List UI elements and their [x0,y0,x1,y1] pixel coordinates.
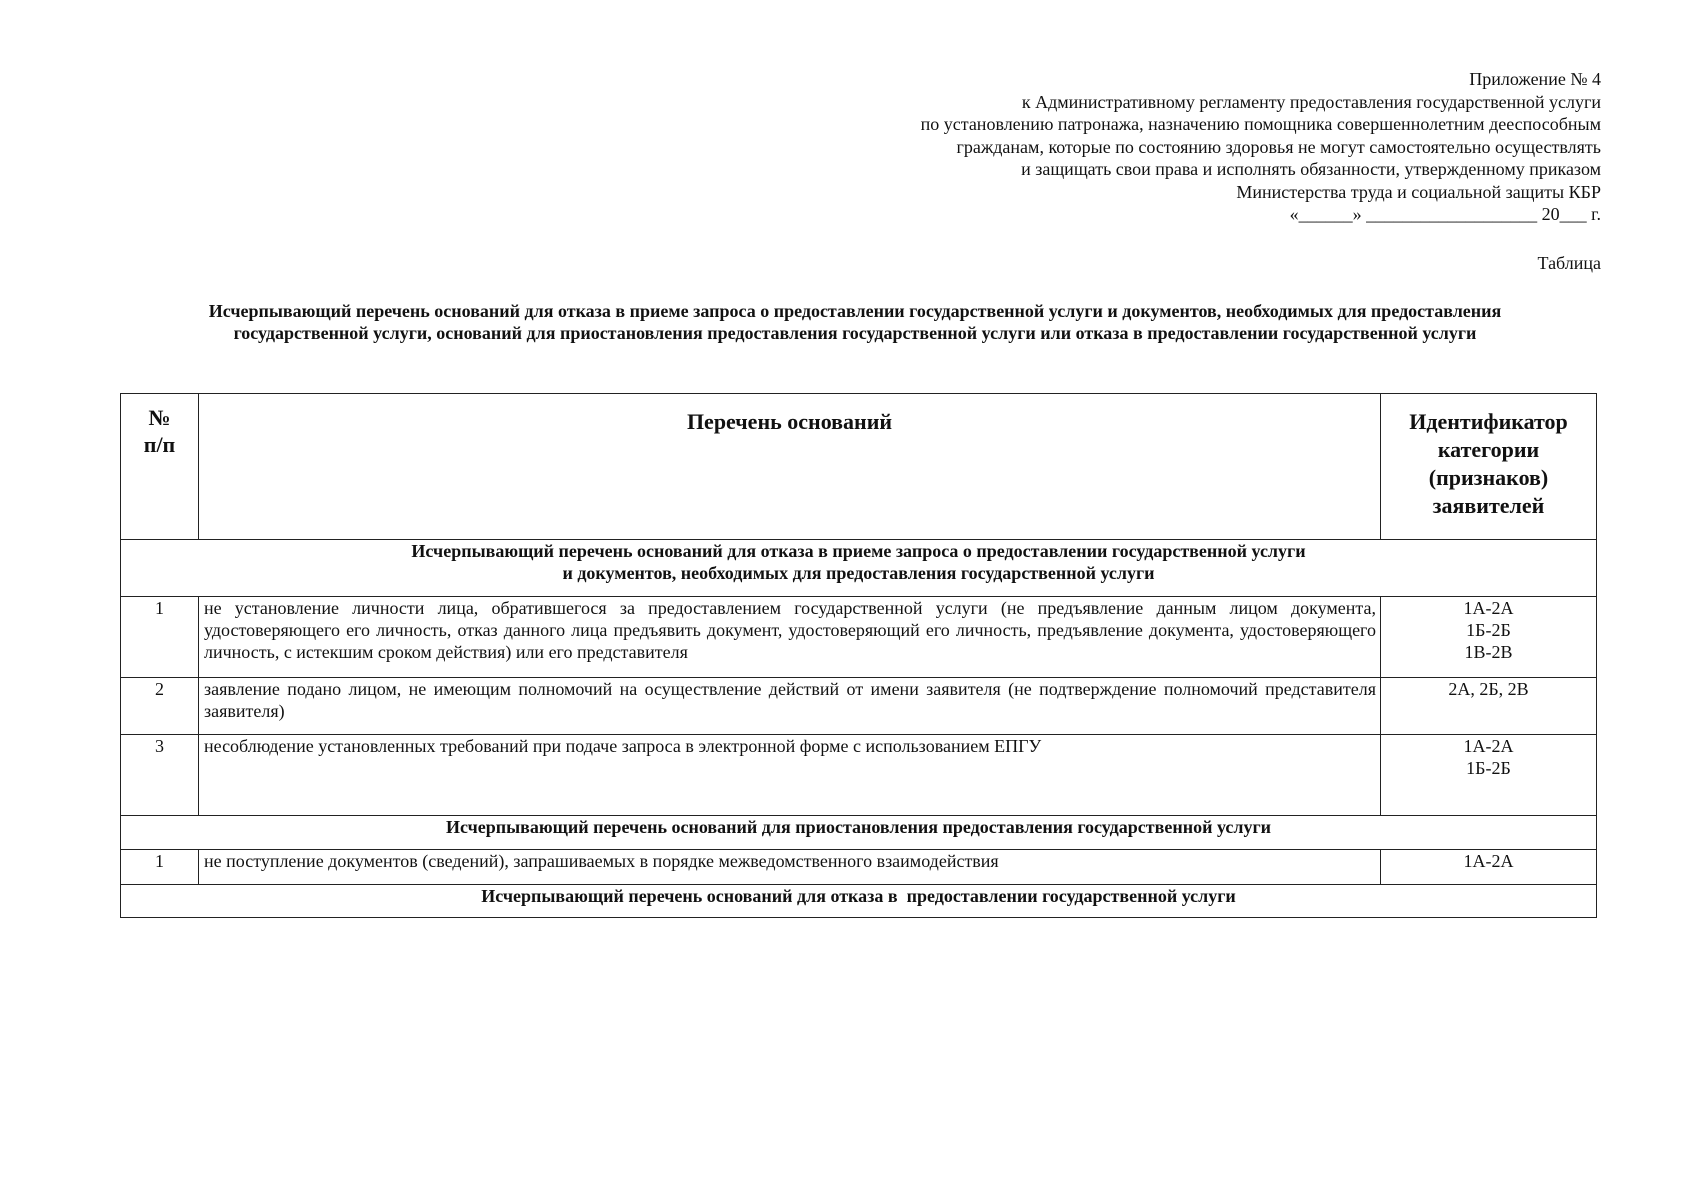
row-identifiers [1381,735,1597,816]
section-title [121,540,1597,597]
section-row [121,540,1597,597]
table-row [121,735,1597,816]
row-reason: заявление подано лицом, не имеющим полномочий на осуществление действий от имени заявителя (не подтверждение полномочий представителя заявителя) [199,678,1381,735]
section-row [121,816,1597,850]
header-line: гражданам, которые по состоянию здоровья не могут самостоятельно осуществлять [956,136,1601,157]
row-number: 1 [121,597,199,678]
row-identifiers [1381,597,1597,678]
row-identifiers-text: 1А-2А [1463,851,1514,871]
row-number: 3 [121,735,199,816]
header-line: и защищать свои права и исполнять обязанности, утвержденному приказом [1021,159,1601,179]
section-title-line: Исчерпывающий перечень оснований для приостановления предоставления государственной услуги [445,817,1272,837]
header-line: Министерства труда и социальной защиты КБР [1236,181,1601,202]
row-identifiers-text: 2А, 2Б, 2В [1448,679,1529,699]
table-row [121,597,1597,678]
table-label: Таблица [1537,253,1601,273]
section-title [121,885,1597,918]
header-line: Приложение № 4 [1469,69,1601,89]
section-title [121,816,1597,850]
date-line: «______» ___________________ 20___ г. [1289,204,1601,224]
header-identifier [1381,394,1597,540]
header-num [121,394,199,540]
header-line: по установлению патронажа, назначению помощника совершеннолетним дееспособным [920,114,1601,134]
header-identifier-text: Идентификатор категории (признаков) заявителей [1409,409,1568,518]
row-number: 1 [121,850,199,885]
section-title-line: Исчерпывающий перечень оснований для отказа в приеме запроса о предоставлении государственной услуги [411,541,1306,561]
row-identifiers-text: 1А-2А 1Б-2Б [1463,736,1514,778]
table-row [121,678,1597,735]
section-title-line: Исчерпывающий перечень оснований для отказа в предоставлении государственной услуги [481,886,1236,906]
header-num-text: № п/п [143,405,176,457]
section-title-line: и документов, необходимых для предоставления государственной услуги [562,563,1155,583]
table-header-row [121,394,1597,540]
row-reason: не поступление документов (сведений), запрашиваемых в порядке межведомственного взаимодействия [199,850,1381,885]
title-line-2: государственной услуги, оснований для приостановления предоставления государственной услуги или отказа в предоставлении государственной услуги [233,323,1477,343]
title-line-1: Исчерпывающий перечень оснований для отказа в приеме запроса о предоставлении государственной услуги и документов, необходимых для предоставления [208,301,1502,321]
appendix-header [921,68,1601,226]
row-reason: не установление личности лица, обратившегося за предоставлением государственной услуги (не предъявление данным лицом документа, удостоверяющего его личность, отказ данного лица предъявить документ, удостоверяющий его личность, предъявление документа, удостоверяющего личность, с истекшим сроком действия) или его представителя [199,597,1381,678]
header-reasons-text: Перечень оснований [686,409,893,434]
row-reason: несоблюдение установленных требований при подаче запроса в электронной форме с использованием ЕПГУ [199,735,1381,816]
section-row [121,885,1597,918]
page-title [110,300,1600,344]
reasons-table [120,393,1597,918]
header-reasons [199,394,1381,540]
row-identifiers [1381,678,1597,735]
row-number: 2 [121,678,199,735]
row-identifiers-text: 1А-2А 1Б-2Б 1В-2В [1463,598,1514,662]
row-identifiers [1381,850,1597,885]
header-line: к Административному регламенту предоставления государственной услуги [1021,91,1601,112]
table-row [121,850,1597,885]
